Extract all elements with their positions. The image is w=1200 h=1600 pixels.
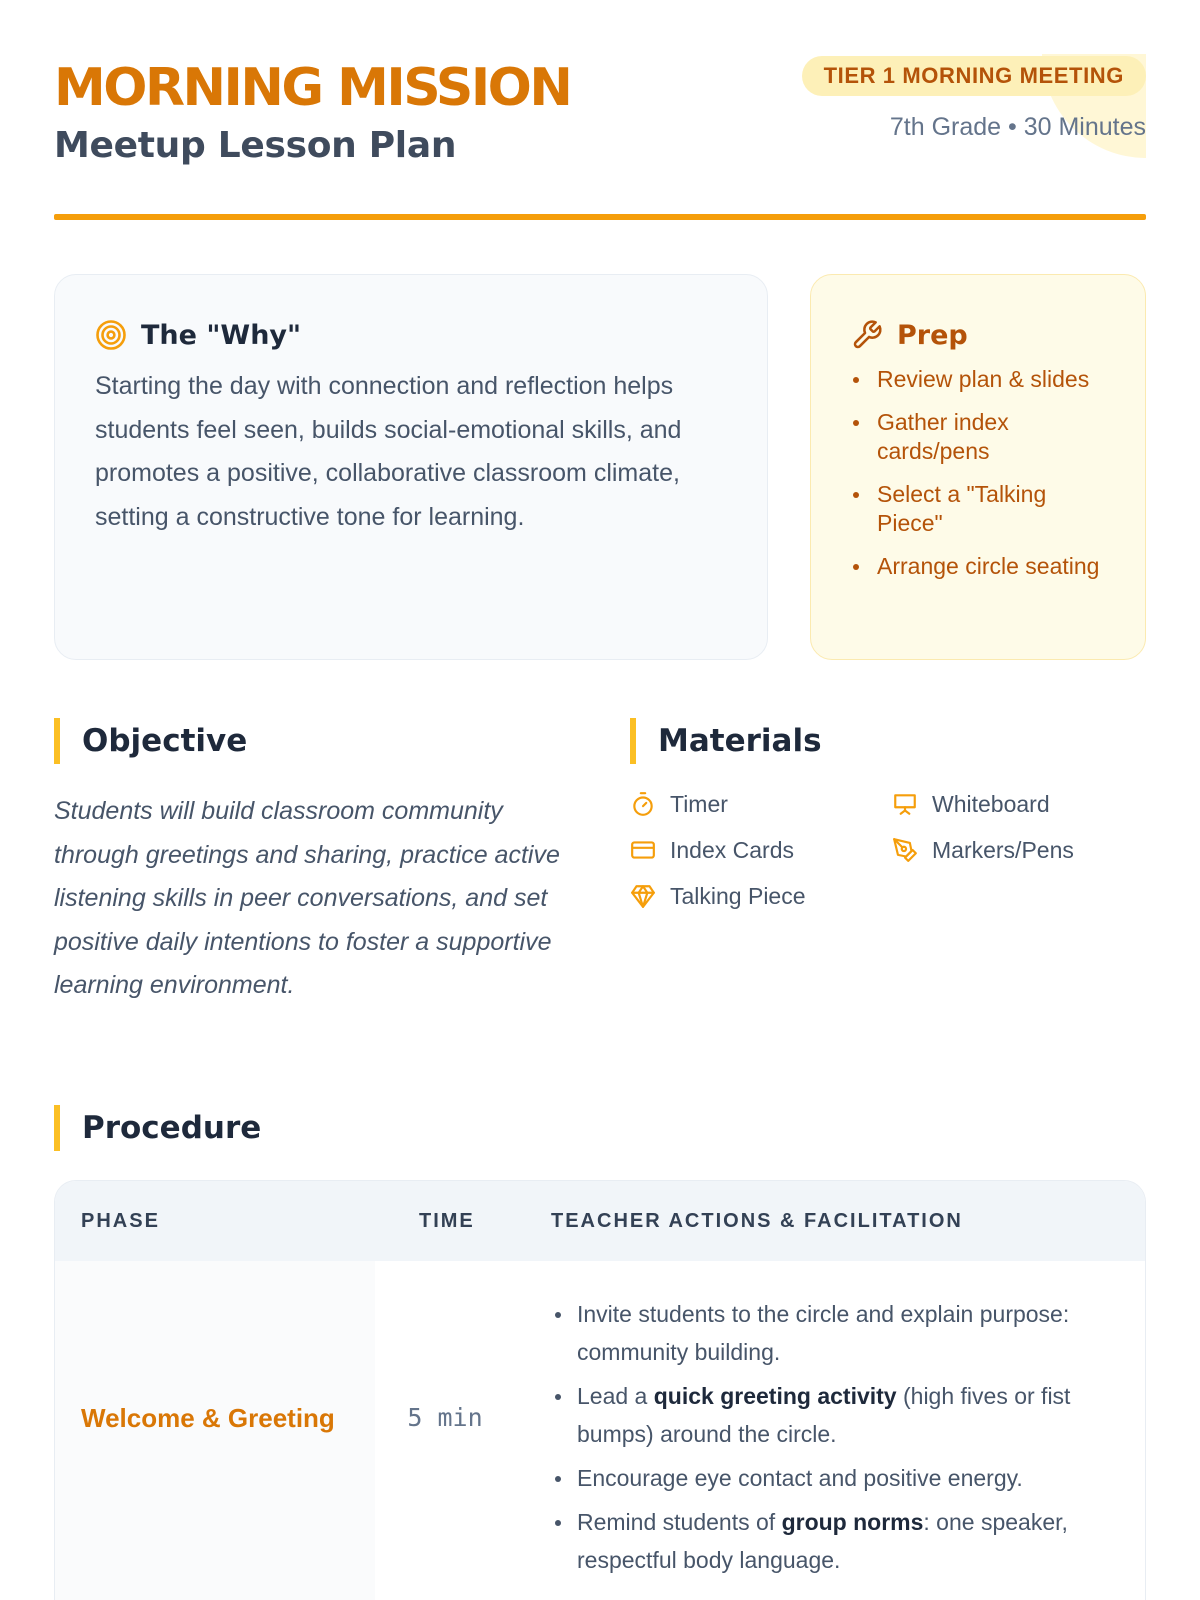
prep-item: Select a "Talking Piece"	[851, 480, 1115, 538]
phase-time: 5 min	[407, 1403, 483, 1432]
prep-list	[851, 365, 1115, 581]
table-row	[55, 1261, 1145, 1600]
action-item	[551, 1503, 1131, 1579]
procedure-heading: Procedure	[54, 1105, 261, 1151]
tier-badge: TIER 1 MORNING MEETING	[802, 56, 1146, 96]
prep-item: Review plan & slides	[851, 365, 1115, 394]
page-subtitle: Meetup Lesson Plan	[54, 125, 457, 166]
material-label: Talking Piece	[670, 882, 806, 909]
materials-list	[630, 786, 1146, 936]
prep-item: Gather index cards/pens	[851, 408, 1115, 466]
timer-icon	[630, 791, 656, 817]
header-divider	[54, 214, 1146, 220]
objective-text: Students will build classroom community through greetings and sharing, practice active listening skills in peer conversations, and set positive daily intentions to foster a supportive learning environment.	[54, 797, 560, 999]
material-label: Index Cards	[670, 836, 795, 863]
why-card	[54, 274, 768, 660]
action-emphasis: group norms	[781, 1509, 924, 1535]
material-label: Whiteboard	[932, 790, 1050, 817]
why-card-header	[95, 315, 727, 355]
column-header-phase: PHASE	[81, 1210, 160, 1232]
index-card-icon	[630, 837, 656, 863]
materials-heading: Materials	[630, 718, 822, 764]
column-header-time: TIME	[419, 1210, 475, 1232]
why-title: The "Why"	[141, 319, 302, 351]
action-text: (high fives or fist bumps) around the circle.	[577, 1383, 1071, 1447]
wrench-icon	[851, 319, 883, 351]
header	[54, 54, 1146, 220]
page-title: MORNING MISSION	[54, 58, 571, 118]
action-text: Encourage eye contact and positive energy.	[577, 1465, 1023, 1491]
material-item	[630, 832, 794, 868]
material-item	[630, 786, 728, 822]
lesson-plan-page	[54, 0, 1146, 1600]
whiteboard-icon	[892, 791, 918, 817]
teacher-actions-list	[551, 1295, 1131, 1585]
action-text: Lead a	[577, 1383, 654, 1409]
action-text: : one speaker, respectful body language.	[577, 1509, 1068, 1573]
column-header-actions: TEACHER ACTIONS & FACILITATION	[551, 1210, 963, 1232]
table-header	[55, 1181, 1145, 1261]
material-item	[892, 786, 1050, 822]
material-item	[892, 832, 1074, 868]
prep-title: Prep	[897, 319, 968, 351]
pen-icon	[892, 837, 918, 863]
gem-icon	[630, 883, 656, 909]
grade-duration-info: 7th Grade • 30 Minutes	[889, 113, 1146, 141]
action-item	[551, 1295, 1131, 1371]
phase-cell	[55, 1261, 375, 1600]
action-item	[551, 1377, 1131, 1453]
material-label: Timer	[670, 790, 728, 817]
procedure-table	[54, 1180, 1146, 1600]
why-text: Starting the day with connection and reflection helps students feel seen, builds social-emotional skills, and promotes a positive, collaborative classroom climate, setting a constructive tone for learning.	[95, 372, 682, 531]
prep-item: Arrange circle seating	[851, 552, 1115, 581]
action-text: Remind students of	[577, 1509, 782, 1535]
action-emphasis: quick greeting activity	[653, 1383, 897, 1409]
material-item	[630, 878, 806, 914]
objective-heading: Objective	[54, 718, 247, 764]
prep-card	[810, 274, 1146, 660]
material-label: Markers/Pens	[932, 836, 1074, 863]
action-item	[551, 1459, 1131, 1497]
target-icon	[95, 319, 127, 351]
phase-name: Welcome & Greeting	[81, 1403, 335, 1433]
prep-card-header	[851, 315, 1115, 355]
action-text: Invite students to the circle and explain purpose: community building.	[577, 1301, 1070, 1365]
